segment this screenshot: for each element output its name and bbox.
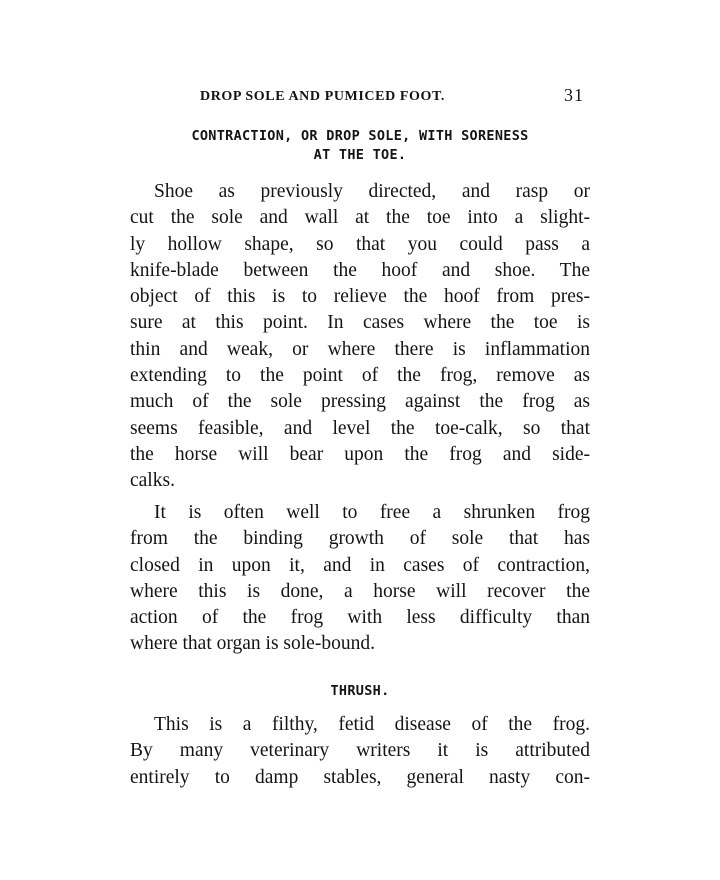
running-title: DROP SOLE AND PUMICED FOOT. <box>200 89 446 104</box>
text-line: sure at this point. In cases where the toe is <box>130 312 590 334</box>
text-line: seems feasible, and level the toe-calk, so that <box>130 417 590 439</box>
text-line: where this is done, a horse will recover the <box>130 580 590 602</box>
paragraph-thrush <box>130 712 590 791</box>
text-line: much of the sole pressing against the frog as <box>130 391 590 413</box>
text-line: action of the frog with less difficulty than <box>130 607 590 629</box>
text-line: object of this is to relieve the hoof from pres- <box>130 286 590 308</box>
section-heading-thrush <box>130 682 590 701</box>
text-line: ly hollow shape, so that you could pass a <box>130 233 590 255</box>
text-line: This is a filthy, fetid disease of the frog. <box>154 714 590 735</box>
book-page <box>130 0 590 880</box>
text-line: from the binding growth of sole that has <box>130 528 590 550</box>
page-number: 31 <box>564 85 584 105</box>
heading-line: AT THE TOE. <box>313 147 407 163</box>
text-line: entirely to damp stables, general nasty con- <box>130 766 590 788</box>
running-header <box>130 85 590 109</box>
heading-line: THRUSH. <box>330 683 390 699</box>
text-line: closed in upon it, and in cases of contraction, <box>130 554 590 576</box>
paragraph-shoe-directions <box>130 179 590 495</box>
text-line: extending to the point of the frog, remove as <box>130 365 590 387</box>
text-line: thin and weak, or where there is inflammation <box>130 338 590 360</box>
section-heading-contraction <box>130 127 590 165</box>
text-line: calks. <box>130 470 175 492</box>
text-line: Shoe as previously directed, and rasp or <box>154 181 590 202</box>
text-line: where that organ is sole-bound. <box>130 633 375 655</box>
text-line: cut the sole and wall at the toe into a slight- <box>130 207 590 229</box>
text-line: knife-blade between the hoof and shoe. The <box>130 259 590 281</box>
paragraph-shrunken-frog <box>130 500 590 658</box>
text-line: the horse will bear upon the frog and side- <box>130 443 590 465</box>
text-line: By many veterinary writers it is attributed <box>130 740 590 762</box>
heading-line: CONTRACTION, OR DROP SOLE, WITH SORENESS <box>191 128 529 144</box>
text-line: It is often well to free a shrunken frog <box>154 502 590 523</box>
